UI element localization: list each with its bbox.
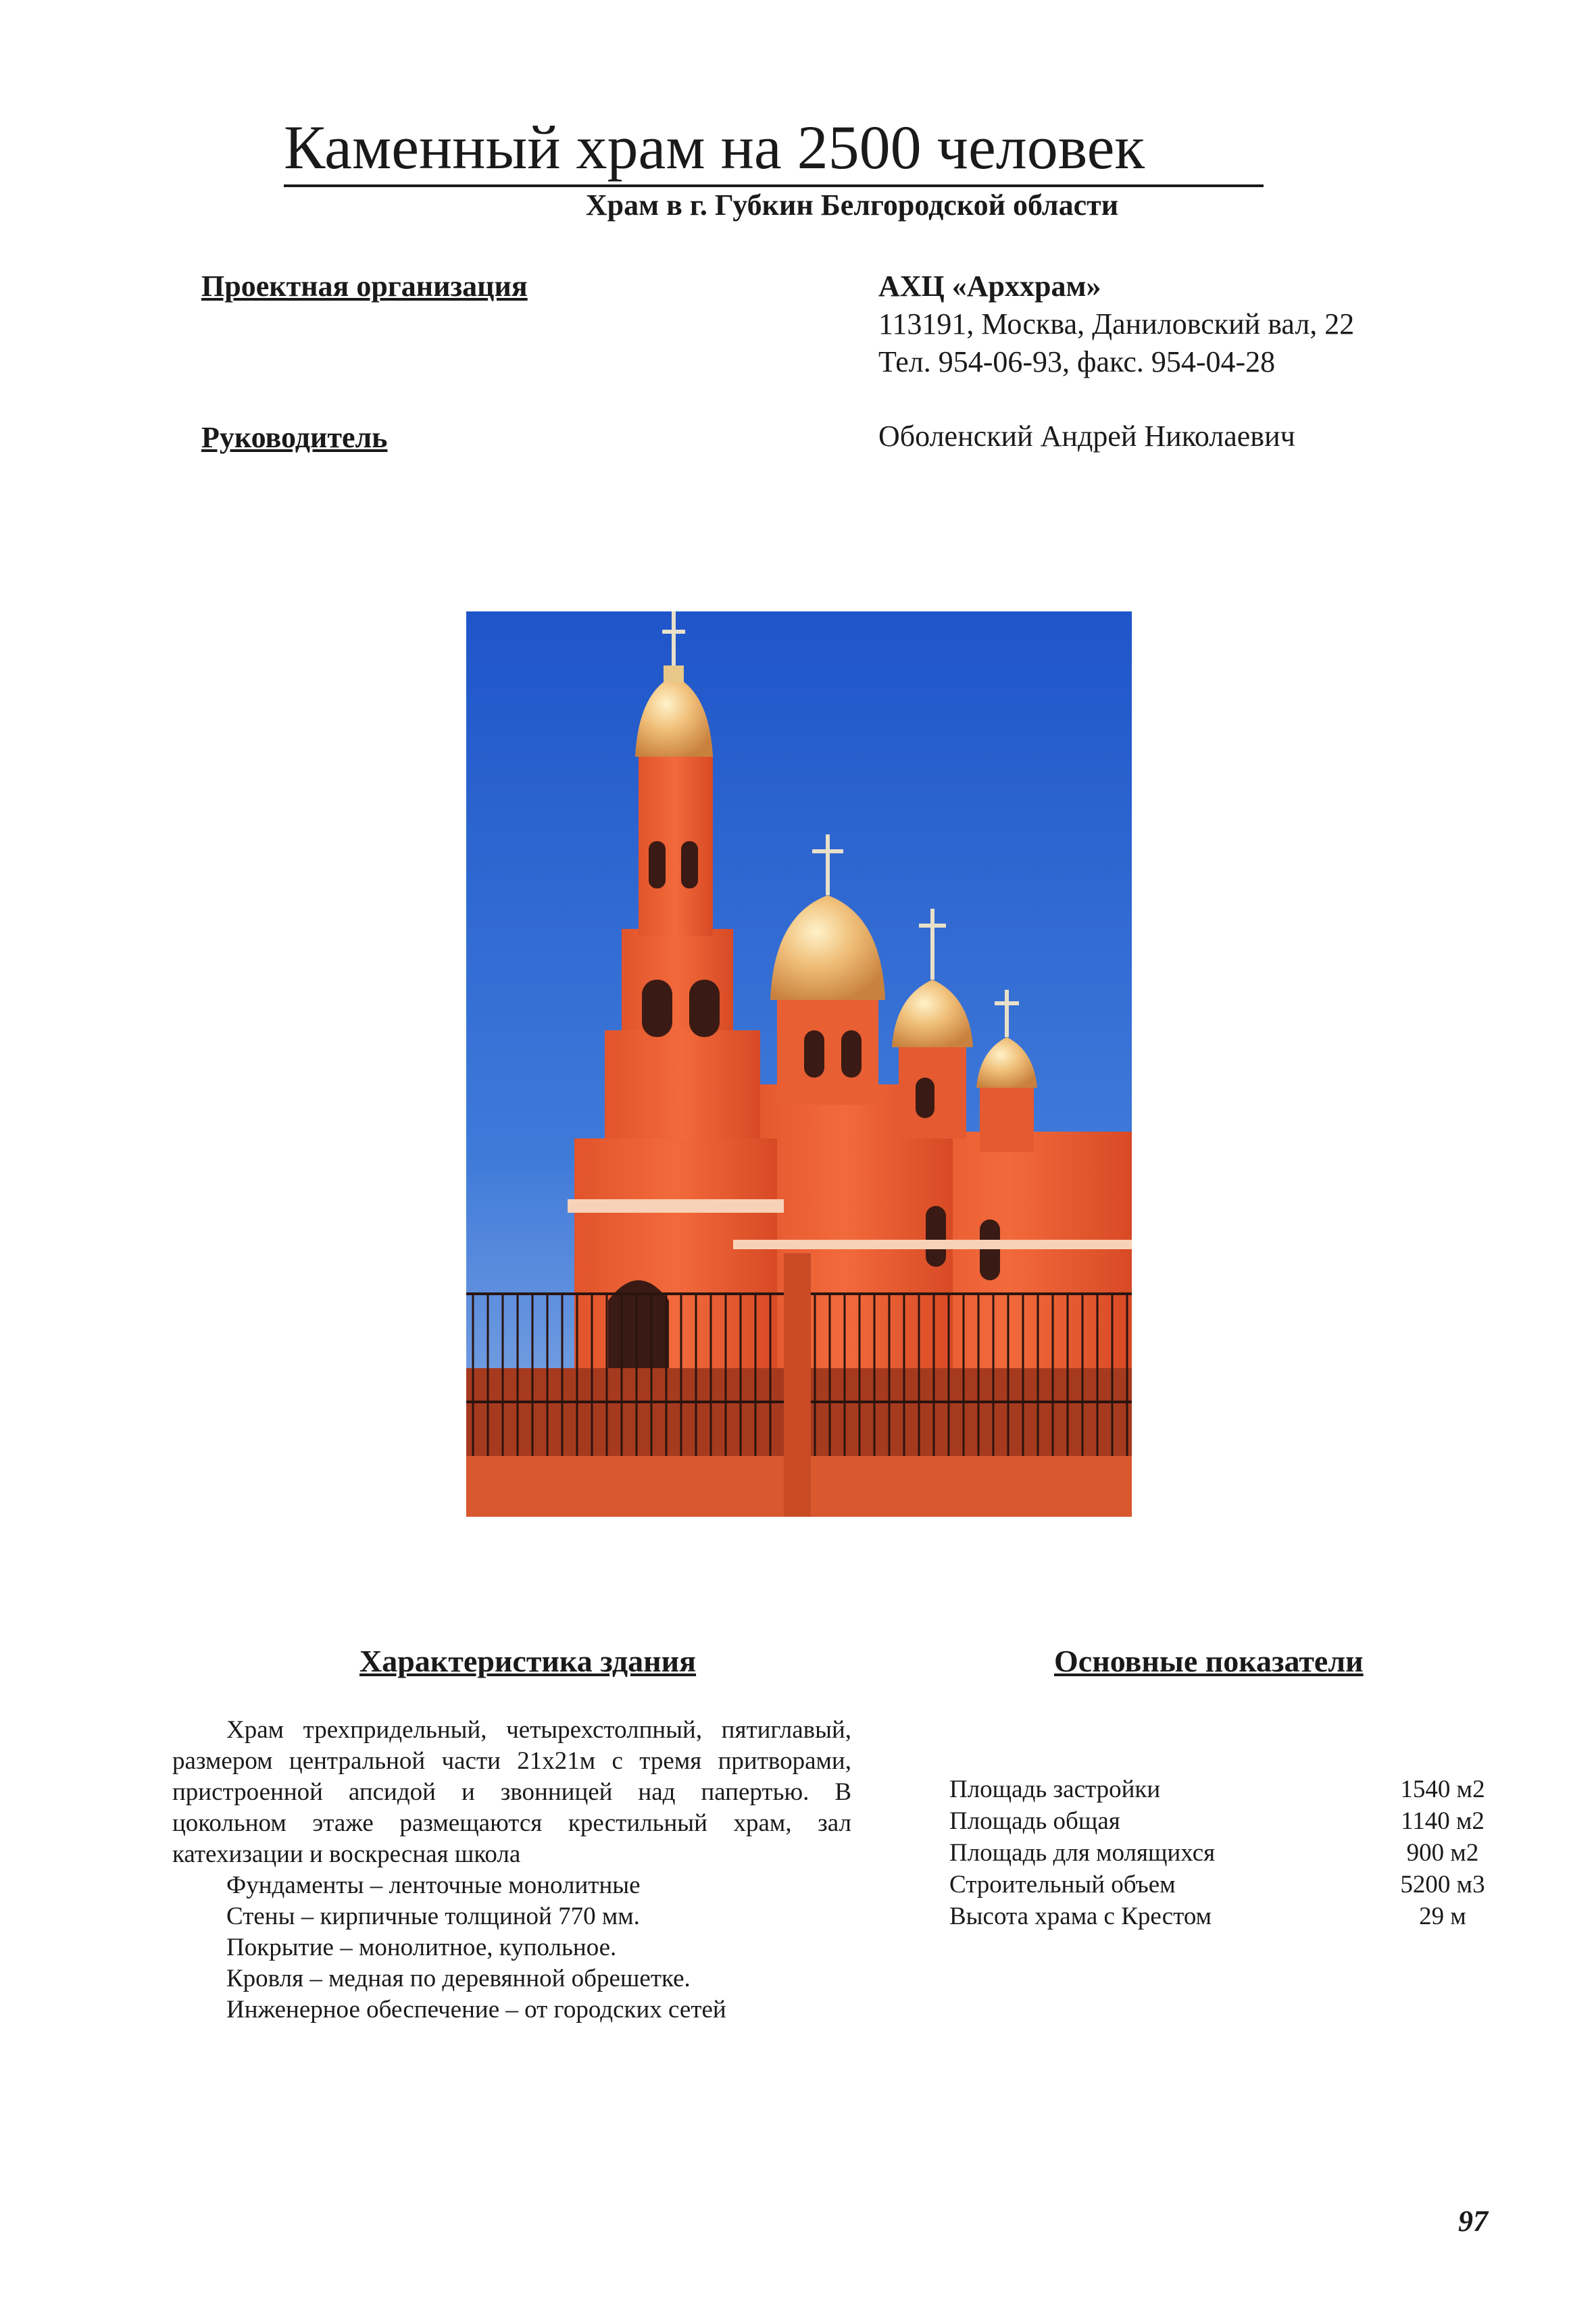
organization-name: АХЦ «Арххрам» <box>878 270 1101 303</box>
indicator-value: 1540 м2 <box>1400 1776 1485 1803</box>
characteristics-line: Кровля – медная по деревянной обрешетке. <box>226 1965 691 1992</box>
indicators-heading: Основные показатели <box>1054 1644 1364 1678</box>
indicators-table <box>949 1774 1510 1932</box>
indicator-row <box>949 1837 1510 1869</box>
organization-phone: Тел. 954-06-93, факс. 954-04-28 <box>878 345 1276 378</box>
leader-name: Оболенский Андрей Николаевич <box>878 420 1295 453</box>
page-title: Каменный храм на 2500 человек <box>284 114 1264 187</box>
characteristics-line: Покрытие – монолитное, купольное. <box>226 1934 617 1961</box>
characteristics-text <box>172 1715 851 2026</box>
church-photo <box>466 611 1132 1517</box>
indicator-label: Площадь для молящихся <box>949 1839 1216 1867</box>
characteristics-line: Фундаменты – ленточные монолитные <box>226 1871 641 1899</box>
page-number: 97 <box>1458 2205 1488 2238</box>
indicator-value: 5200 м3 <box>1400 1871 1485 1898</box>
indicator-label: Площадь застройки <box>949 1776 1161 1803</box>
indicator-value: 900 м2 <box>1406 1839 1479 1867</box>
indicator-row <box>949 1774 1510 1805</box>
indicator-value: 1140 м2 <box>1401 1807 1485 1835</box>
characteristics-heading: Характеристика здания <box>359 1644 697 1678</box>
page-subtitle: Храм в г. Губкин Белгородской области <box>585 188 1119 222</box>
organization-address: 113191, Москва, Даниловский вал, 22 <box>878 307 1355 341</box>
indicator-label: Строительный объем <box>949 1871 1176 1898</box>
characteristics-paragraph: Храм трехпридельный, четырехстолпный, пятиглавый, размером центральной части 21х21м с тремя притворами, пристроенной апсидой и звонницей над папертью. В цокольном этаже размещаются крестильный храм, зал катехизации и воскресная школа <box>172 1716 851 1868</box>
indicator-label: Площадь общая <box>949 1807 1120 1835</box>
indicator-label: Высота храма с Крестом <box>949 1903 1212 1930</box>
organization-info <box>878 268 1354 381</box>
organization-label: Проектная организация <box>201 270 528 303</box>
indicator-value: 29 м <box>1419 1903 1466 1930</box>
leader-label: Руководитель <box>201 421 388 454</box>
indicator-row <box>949 1869 1510 1901</box>
characteristics-line: Инженерное обеспечение – от городских сетей <box>226 1996 726 2023</box>
indicator-row <box>949 1901 1510 1932</box>
indicator-row <box>949 1805 1510 1837</box>
characteristics-line: Стены – кирпичные толщиной 770 мм. <box>226 1903 640 1930</box>
